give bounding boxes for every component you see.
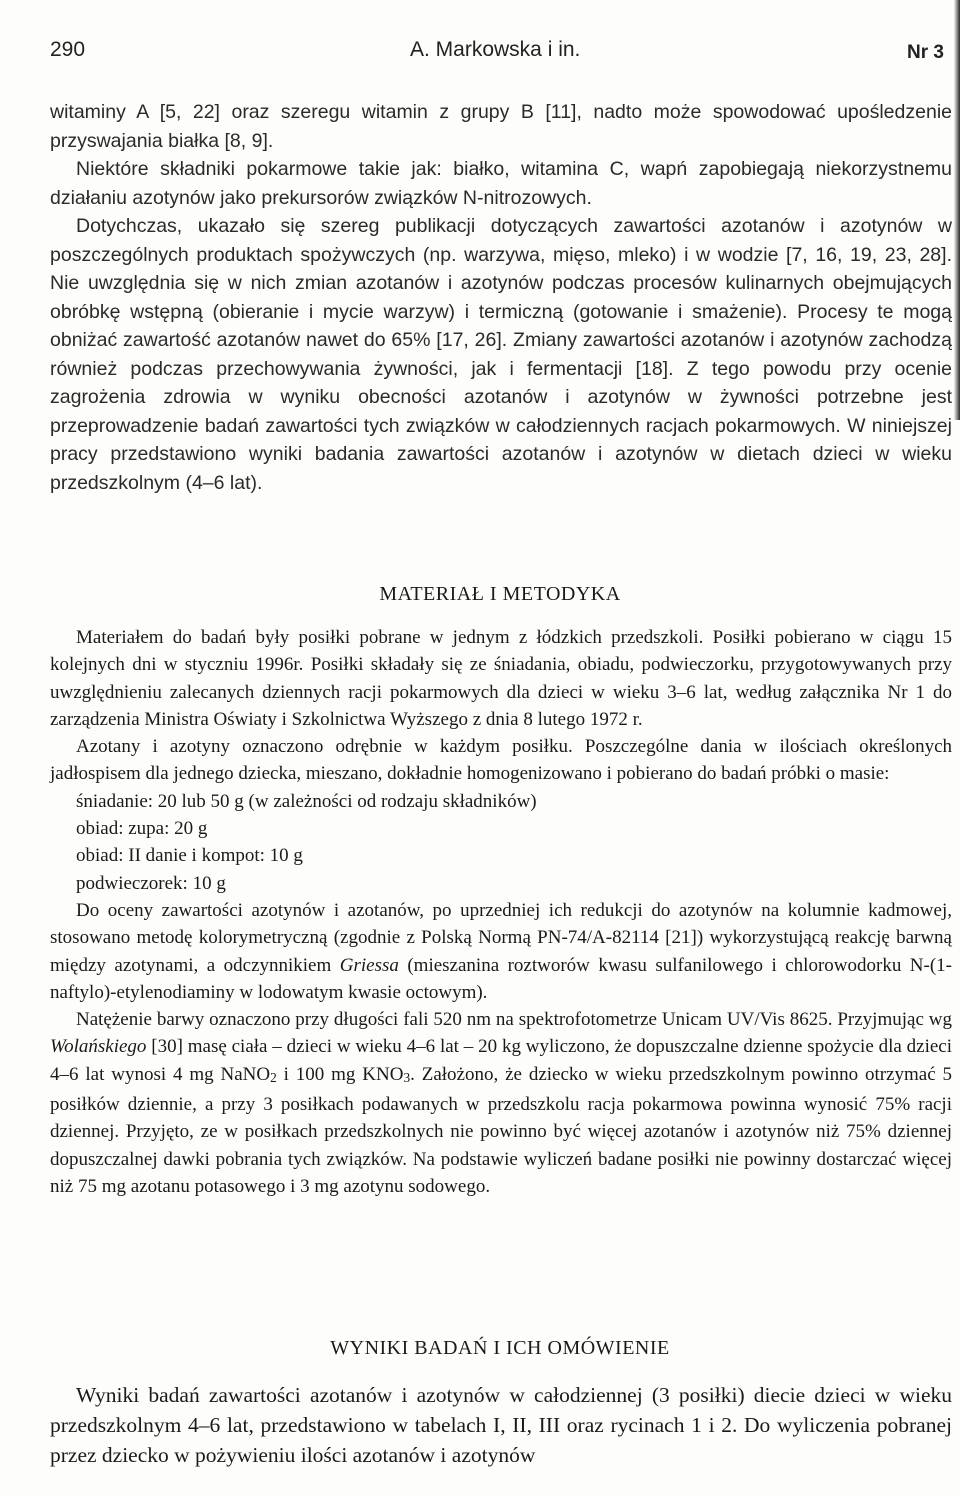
methods-paragraph-3 (50, 897, 952, 1006)
section-heading-methods: MATERIAŁ I METODYKA (379, 583, 621, 605)
methods-paragraph-1: Materiałem do badań były posiłki pobrane w jednym z łódzkich przedszkoli. Posiłki pobierano w ciągu 15 kolejnych dni w styczniu 1996r. Posiłki składały się ze śniadania, obiadu, podwieczorku, przygotowywanych przy uwzględnieniu zalecanych dziennych racji pokarmowych dla dzieci w wieku 3–6 lat, według załącznika Nr 1 do zarządzenia Ministra Oświaty i Szkolnictwa Wyższego z dnia 8 lutego 1972 r. (50, 627, 952, 730)
reagent-name: Griessa (339, 954, 399, 976)
subscript: 3 (403, 1069, 411, 1085)
page-number: 290 (50, 38, 86, 61)
document-page (50, 0, 953, 1496)
methods-p3-text: Do oceny zawartości azotynów i azotanów, po uprzedniej ich redukcji do azotynów na kolumnie kadmowej, stosowano metodę kolorymetryczną (zgodnie z Polską Normą PN-74/A-82114 [21]) wykorzystującą reakcję barwną między azotynami, a odczynnikiem (50, 899, 952, 976)
section-heading-results: WYNIKI BADAŃ I ICH OMÓWIENIE (330, 1337, 670, 1359)
methods-p4-text-3: i 100 mg KNO (283, 1063, 404, 1085)
sample-list-item: obiad: II danie i kompot: 10 g (76, 845, 303, 867)
methods-text (50, 624, 952, 1200)
methods-p4-text-4: . Założono, że dziecko w wieku przedszkolnym powinno otrzymać 5 posiłków dziennie, a przy 3 posiłkach podawanych w przedszkolu racja pokarmowa powinna wynosić 75% racji dziennej. Przyjęto, ze w posiłkach przedszkolnych nie powinno być więcej azotanów i azotynów niż 75% dziennej dopuszczalnej dawki pobrania tych związków. Na podstawie wyliczeń badane posiłki nie powinny dostarczać więcej niż 75 mg azotanu potasowego i 3 mg azotynu sodowego. (50, 1063, 953, 1197)
methods-p4-text-2: [30] masę ciała – dzieci w wieku 4–6 lat – 20 kg wyliczono, że dopuszczalne dzienne spożycie dla dzieci 4–6 lat wynosi 4 mg NaNO (50, 1036, 953, 1085)
methods-paragraph-2: Azotany i azotyny oznaczono odrębnie w każdym posiłku. Poszczególne dania w ilościach określonych jadłospisem dla jednego dziecka, mieszano, dokładnie homogenizowano i pobierano do badań próbki o masie: (50, 736, 952, 785)
intro-paragraph-2: Niektóre składniki pokarmowe takie jak: białko, witamina C, wapń zapobiegają niekorzystnemu działaniu azotynów jako prekursorów związków N-nitrozowych. (50, 158, 952, 209)
sample-list-item: obiad: zupa: 20 g (76, 818, 208, 840)
subscript: 2 (270, 1069, 277, 1085)
issue-number: Nr 3 (907, 42, 944, 63)
author-citation: Wolańskiego (50, 1036, 147, 1058)
intro-text (50, 98, 952, 497)
methods-p4-text: Natężenie barwy oznaczono przy długości fali 520 nm na spektrofotometrze Unicam UV/Vis 8625. Przyjmując wg (76, 1009, 952, 1031)
running-title: A. Markowska i in. (410, 38, 581, 61)
methods-p3-text-end: (mieszanina roztworów kwasu sulfanilowego i chlorowodorku N-(1-naftylo)-etylenodiaminy w lodowatym kwasie octowym). (50, 954, 952, 1003)
methods-paragraph-4 (50, 1006, 952, 1200)
intro-paragraph-1: witaminy A [5, 22] oraz szeregu witamin z grupy B [11], nadto może spowodować upośledzenie przyswajania białka [8, 9]. (50, 101, 952, 152)
sample-list-item: podwieczorek: 10 g (76, 872, 226, 894)
sample-list-item: śniadanie: 20 lub 50 g (w zależności od rodzaju składników) (76, 790, 537, 812)
results-text (50, 1380, 952, 1470)
results-paragraph-1: Wyniki badań zawartości azotanów i azotynów w całodziennej (3 posiłki) diecie dzieci w wieku przedszkolnym 4–6 lat, przedstawiono w tabelach I, II, III oraz rycinach 1 i 2. Do wyliczenia pobranej przez dziecko w pożywieniu ilości azotanów i azotynów (50, 1383, 952, 1467)
page-edge-shadow (954, 0, 960, 420)
intro-paragraph-3: Dotychczas, ukazało się szereg publikacji dotyczących zawartości azotanów i azotynów w poszczególnych produktach spożywczych (np. warzywa, mięso, mleko) i w wodzie [7, 16, 19, 23, 28]. Nie uwzględnia się w nich zmian azotanów i azotynów podczas procesów kulinarnych obejmujących obróbkę wstępną (obieranie i mycie warzyw) i termiczną (gotowanie i smażenie). Procesy te mogą obniżać zawartość azotanów nawet do 65% [17, 26]. Zmiany zawartości azotanów i azotynów zachodzą również podczas przechowywania żywności, jak i fermentacji [18]. Z tego powodu przy ocenie zagrożenia zdrowia w wyniku obecności azotanów i azotynów w żywności potrzebne jest przeprowadzenie badań zawartości tych związków w całodziennych racjach pokarmowych. W niniejszej pracy przedstawiono wyniki badania zawartości azotanów i azotynów w dietach dzieci w wieku przedszkolnym (4–6 lat). (50, 215, 952, 494)
running-header (50, 38, 950, 70)
